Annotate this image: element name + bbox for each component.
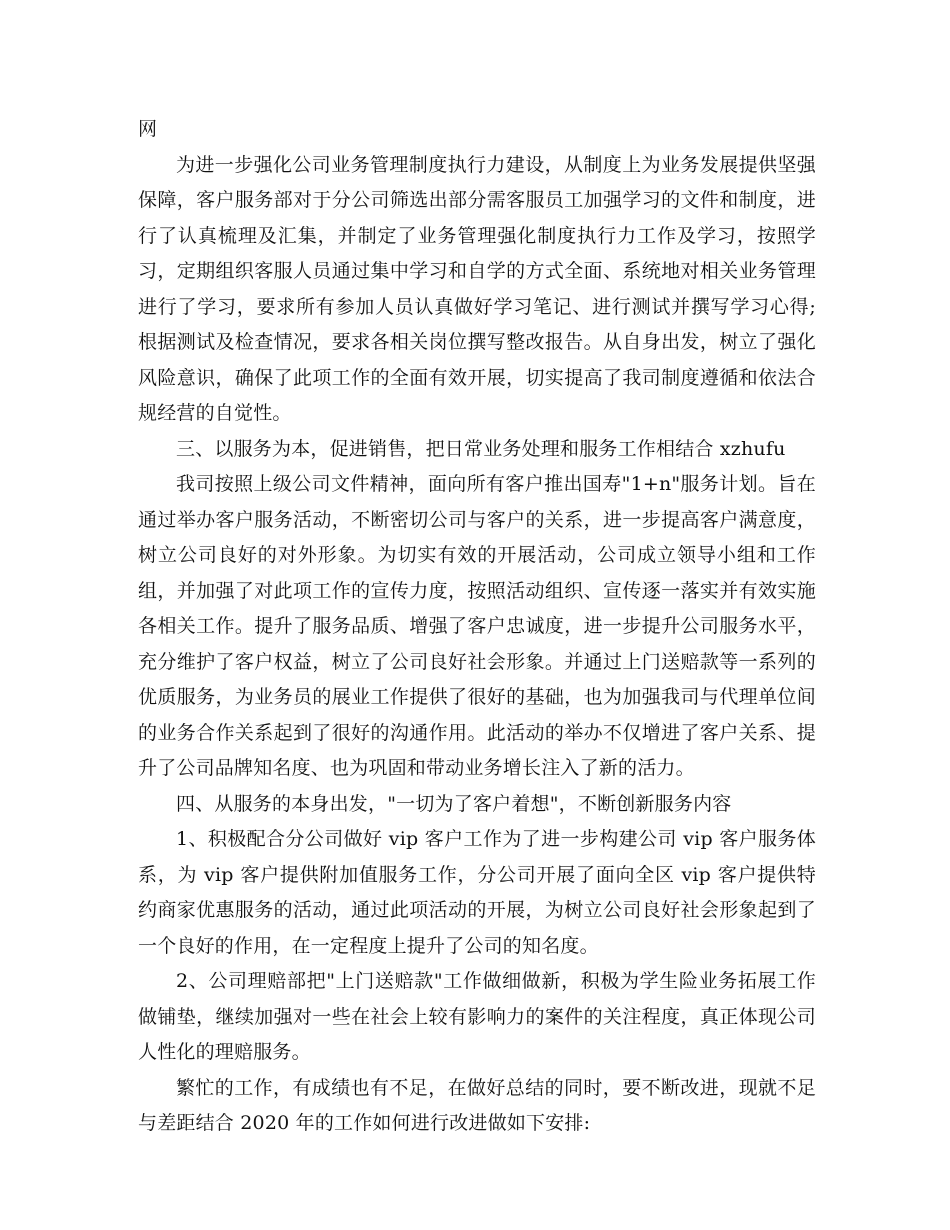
paragraph-improvement-plan: 繁忙的工作，有成绩也有不足，在做好总结的同时，要不断改进，现就不足与差距结合 2020 年的工作如何进行改进做如下安排: xyxy=(138,1076,816,1134)
paragraph-fragment: 网 xyxy=(138,118,158,140)
section-heading-four: 四、从服务的本身出发，"一切为了客户着想"，不断创新服务内容 xyxy=(176,792,732,815)
paragraph-service-plan: 我司按照上级公司文件精神，面向所有客户推出国寿"1+n"服务计划。旨在通过举办客户服务活动，不断密切公司与客户的关系，进一步提高客户满意度，树立公司良好的对外形象。为切实有效的开展活动，公司成立领导小组和工作组，并加强了对此项工作的宣传力度，按照活动组织、宣传逐一落实并有效实施各相关工作。提升了服务品质、增强了客户忠诚度，进一步提升公司服务水平，充分维护了客户权益，树立了公司良好社会形象。并通过上门送赔款等一系列的优质服务，为业务员的展业工作提供了很好的基础，也为加强我司与代理单位间的业务合作关系起到了很好的沟通作用。此活动的举办不仅增进了客户关系、提升了公司品牌知名度、也为巩固和带动业务增长注入了新的活力。 xyxy=(138,473,816,779)
paragraph-vip-service: 1、积极配合分公司做好 vip 客户工作为了进一步构建公司 vip 客户服务体系，为 vip 客户提供附加值服务工作，分公司开展了面向全区 vip 客户提供特约商家优惠服务的活动，通过此项活动的开展，为树立公司良好社会形象起到了一个良好的作用，在一定程度上提升了公司的知名度。 xyxy=(138,828,816,957)
paragraph-rules-study: 为进一步强化公司业务管理制度执行力建设，从制度上为业务发展提供坚强保障，客户服务部对于分公司筛选出部分需客服员工加强学习的文件和制度，进行了认真梳理及汇集，并制定了业务管理强化制度执行力工作及学习，按照学习，定期组织客服人员通过集中学习和自学的方式全面、系统地对相关业务管理进行了学习，要求所有参加人员认真做好学习笔记、进行测试并撰写学习心得;根据测试及检查情况，要求各相关岗位撰写整改报告。从自身出发，树立了强化风险意识，确保了此项工作的全面有效开展，切实提高了我司制度遵循和依法合规经营的自觉性。 xyxy=(138,153,816,424)
paragraph-claims-service: 2、公司理赔部把"上门送赔款"工作做细做新，积极为学生险业务拓展工作做铺垫，继续加强对一些在社会上较有影响力的案件的关注程度，真正体现公司人性化的理赔服务。 xyxy=(138,970,816,1063)
document-body xyxy=(138,112,816,1142)
section-heading-three: 三、以服务为本，促进销售，把日常业务处理和服务工作相结合 xzhufu xyxy=(176,437,786,460)
